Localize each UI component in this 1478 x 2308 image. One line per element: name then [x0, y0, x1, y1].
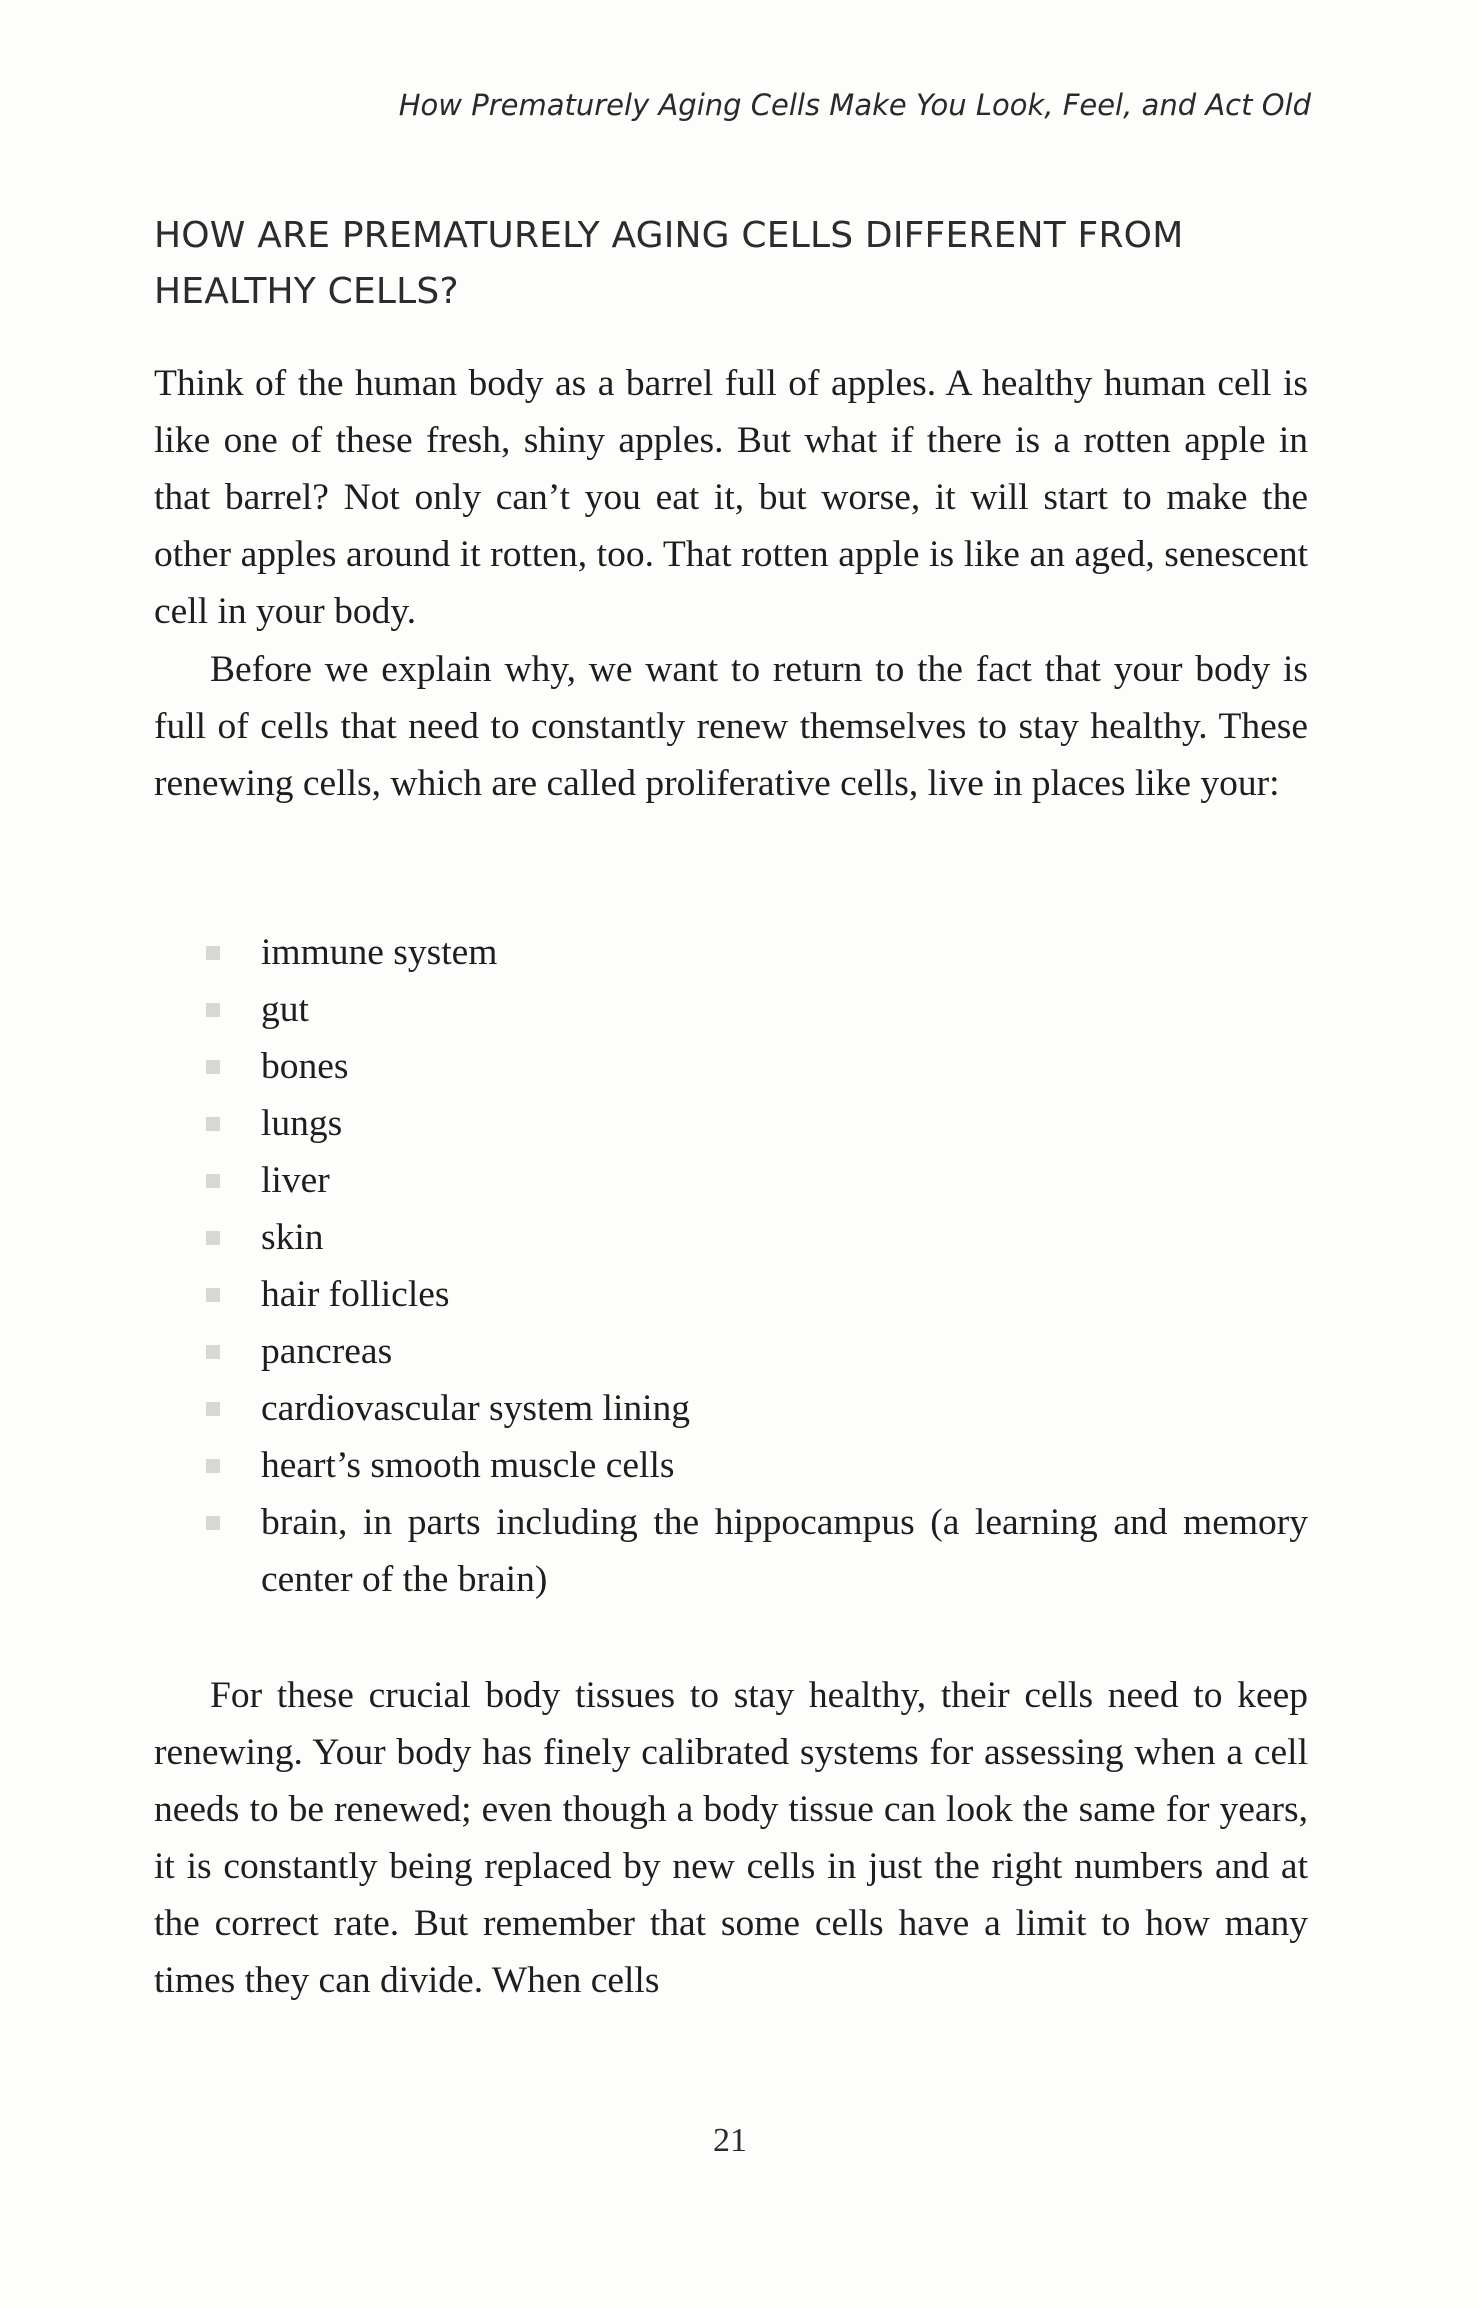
bullet-icon: [206, 1060, 220, 1074]
list-item: [154, 1380, 1308, 1437]
list-item-text: bones: [261, 1046, 349, 1087]
bullet-icon: [206, 1402, 220, 1416]
paragraph-3: For these crucial body tissues to stay healthy, their cells need to keep renewing. Your body has finely calibrated systems for assessing when a cell needs to be renewed; even though a body tissue can look the same for years, it is constantly being replaced by new cells in just the right numbers and at the correct rate. But remember that some cells have a limit to how many times they can divide. When cells: [154, 1675, 1308, 2001]
list-item-text: brain, in parts including the hippocampus (a learning and memory center of the brain): [261, 1502, 1308, 1600]
bullet-icon: [206, 1117, 220, 1131]
list-item-text: liver: [261, 1160, 330, 1201]
list-item: [154, 1437, 1308, 1494]
paragraph-1: Think of the human body as a barrel full of apples. A healthy human cell is like one of these fresh, shiny apples. But what if there is a rotten apple in that barrel? Not only can’t you eat it, but worse, it will start to make the other apples around it rotten, too. That rotten apple is like an aged, senescent cell in your body.: [154, 363, 1308, 632]
bullet-icon: [206, 946, 220, 960]
list-item: [154, 1209, 1308, 1266]
bullet-icon: [206, 1516, 220, 1530]
bullet-icon: [206, 1459, 220, 1473]
list-item: [154, 1095, 1308, 1152]
list-item-text: gut: [261, 989, 309, 1030]
list-item-text: lungs: [261, 1103, 343, 1144]
list-item-text: cardiovascular system lining: [261, 1388, 691, 1429]
list-item-text: hair follicles: [261, 1274, 450, 1315]
bullet-icon: [206, 1288, 220, 1302]
list-item: [154, 1266, 1308, 1323]
list-item: [154, 1152, 1308, 1209]
paragraph-2: Before we explain why, we want to return to the fact that your body is full of cells that need to constantly renew themselves to stay healthy. These renewing cells, which are called proliferative cells, live in places like your:: [154, 649, 1308, 804]
list-item: [154, 1323, 1308, 1380]
list-item-text: immune system: [261, 932, 498, 973]
list-item-text: skin: [261, 1217, 324, 1258]
bullet-icon: [206, 1345, 220, 1359]
page-number: 21: [713, 2122, 747, 2159]
running-head: How Prematurely Aging Cells Make You Look, Feel, and Act Old: [398, 88, 1311, 122]
list-item-text: heart’s smooth muscle cells: [261, 1445, 675, 1486]
proliferative-cell-locations-list: [154, 924, 1308, 1608]
list-item: [154, 1038, 1308, 1095]
bullet-icon: [206, 1174, 220, 1188]
bullet-icon: [206, 1003, 220, 1017]
list-item: [154, 1494, 1308, 1608]
list-item-text: pancreas: [261, 1331, 393, 1372]
list-item: [154, 981, 1308, 1038]
section-heading: HOW ARE PREMATURELY AGING CELLS DIFFERENT FROM HEALTHY CELLS?: [154, 215, 1184, 312]
bullet-icon: [206, 1231, 220, 1245]
list-item: [154, 924, 1308, 981]
